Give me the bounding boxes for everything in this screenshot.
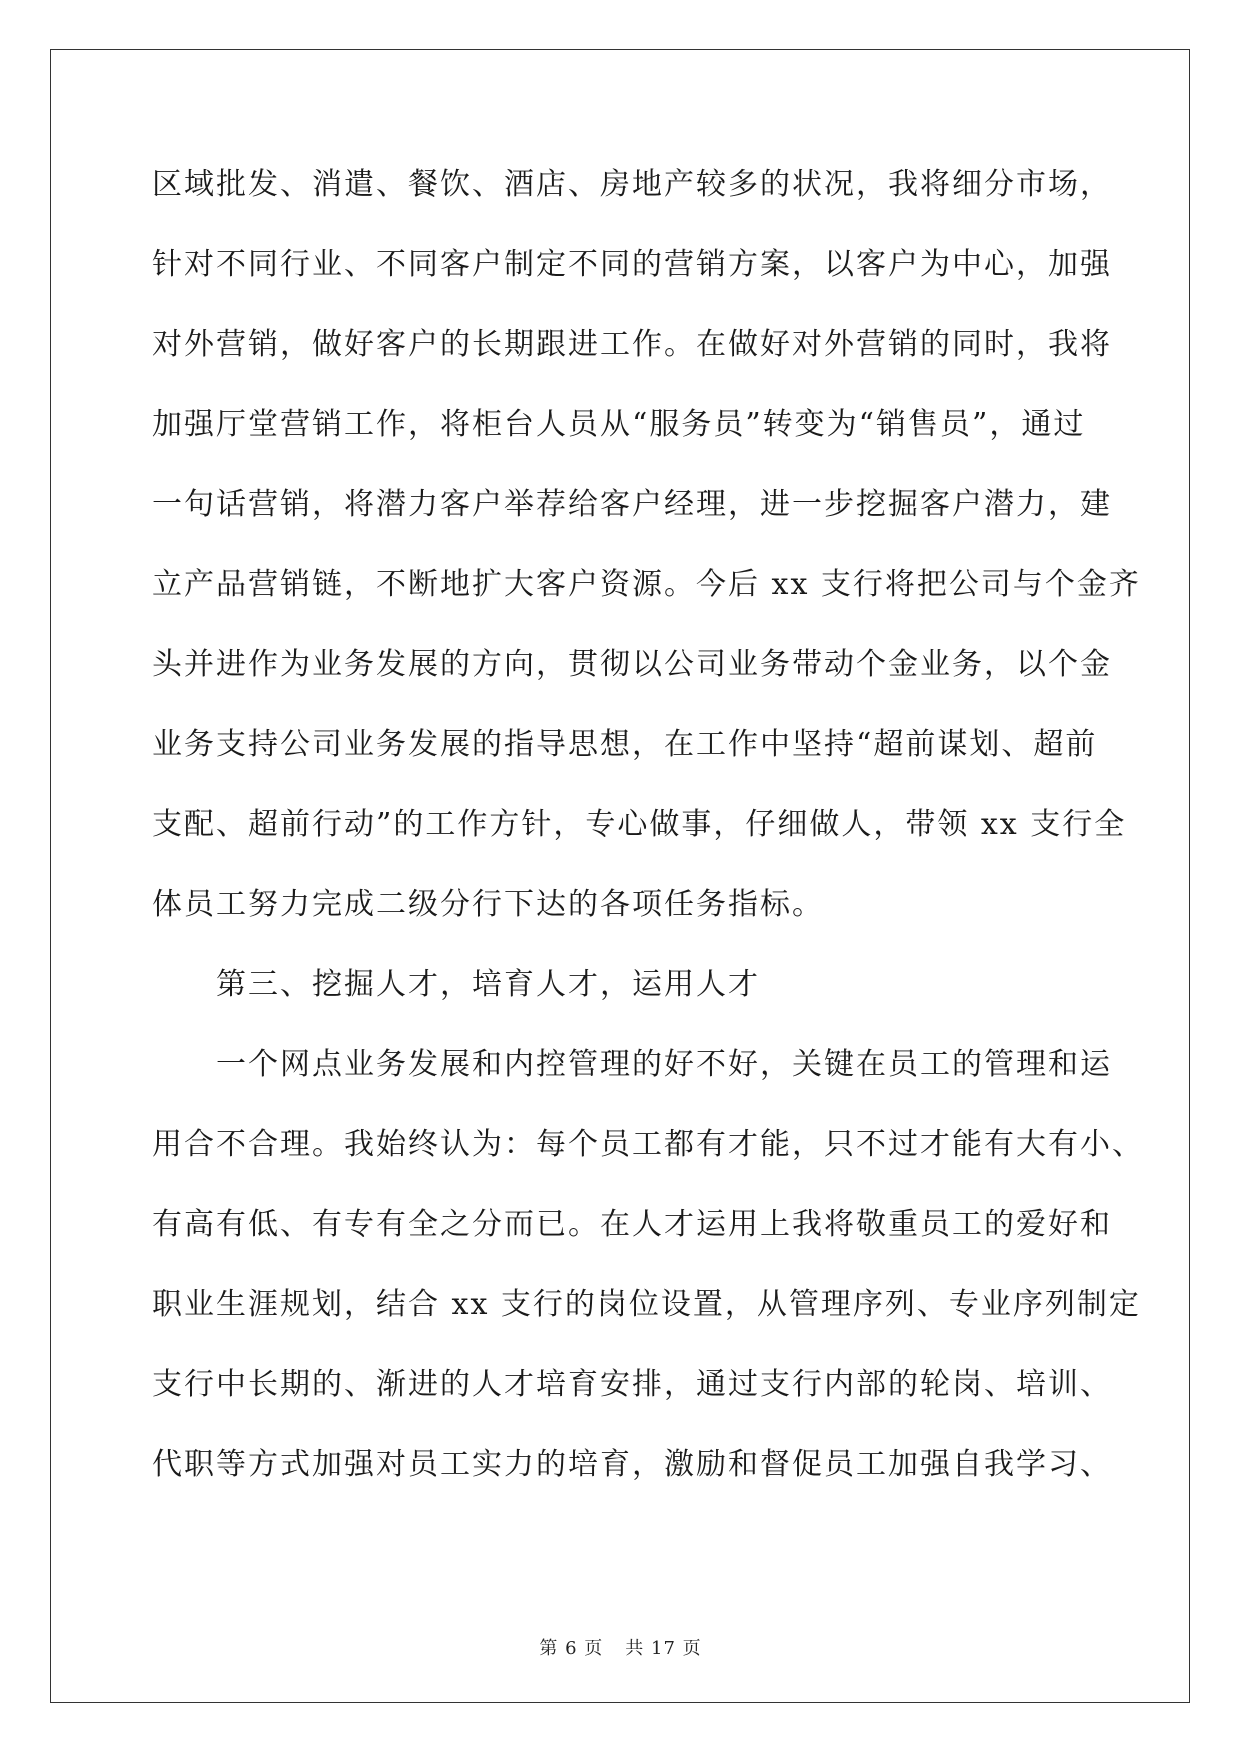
total-pages: 共 17 页 xyxy=(625,1638,702,1659)
text-line: 职业生涯规划，结合 xx 支行的岗位设置，从管理序列、专业序列制定 xyxy=(152,1287,1141,1322)
section-heading: 第三、挖掘人才，培育人才，运用人才 xyxy=(216,967,760,1002)
text-line: 对外营销，做好客户的长期跟进工作。在做好对外营销的同时，我将 xyxy=(152,327,1112,362)
text-line: 一个网点业务发展和内控管理的好不好，关键在员工的管理和运 xyxy=(216,1047,1112,1082)
text-line: 区域批发、消遣、餐饮、酒店、房地产较多的状况，我将细分市场， xyxy=(152,167,1112,202)
text-line: 立产品营销链，不断地扩大客户资源。今后 xx 支行将把公司与个金齐 xyxy=(152,567,1141,602)
text-line: 体员工努力完成二级分行下达的各项任务指标。 xyxy=(152,887,824,922)
text-line: 有高有低、有专有全之分而已。在人才运用上我将敬重员工的爱好和 xyxy=(152,1207,1112,1242)
document-body xyxy=(152,160,1144,1520)
text-line: 用合不合理。我始终认为：每个员工都有才能，只不过才能有大有小、 xyxy=(152,1127,1144,1162)
text-line: 头并进作为业务发展的方向，贯彻以公司业务带动个金业务，以个金 xyxy=(152,647,1112,682)
page-footer xyxy=(0,1634,1241,1660)
text-line: 针对不同行业、不同客户制定不同的营销方案，以客户为中心，加强 xyxy=(152,247,1112,282)
page-number: 第 6 页 xyxy=(539,1638,604,1659)
text-line: 加强厅堂营销工作，将柜台人员从“服务员”转变为“销售员”，通过 xyxy=(152,407,1086,442)
text-line: 业务支持公司业务发展的指导思想，在工作中坚持“超前谋划、超前 xyxy=(152,727,1098,762)
text-line: 支行中长期的、渐进的人才培育安排，通过支行内部的轮岗、培训、 xyxy=(152,1367,1112,1402)
text-line: 一句话营销，将潜力客户举荐给客户经理，进一步挖掘客户潜力，建 xyxy=(152,487,1112,522)
text-line: 代职等方式加强对员工实力的培育，激励和督促员工加强自我学习、 xyxy=(152,1447,1112,1482)
text-line: 支配、超前行动”的工作方针，专心做事，仔细做人，带领 xx 支行全 xyxy=(152,807,1127,842)
